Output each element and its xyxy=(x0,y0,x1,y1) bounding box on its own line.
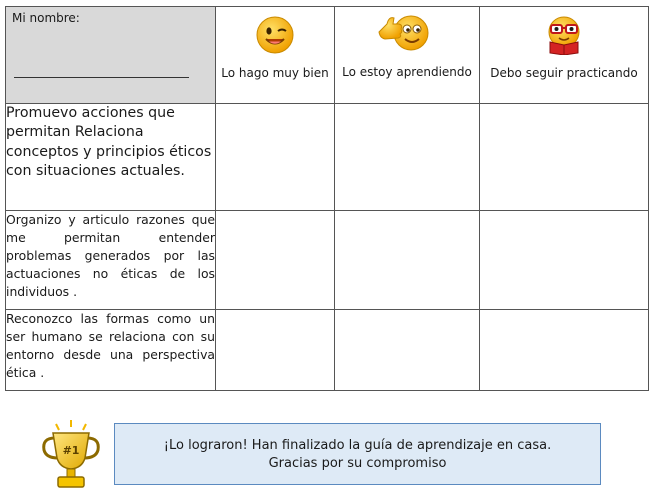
level-label-1: Lo hago muy bien xyxy=(221,66,329,80)
completion-line-1: ¡Lo lograron! Han finalizado la guía de aprendizaje en casa. xyxy=(163,438,552,453)
name-blank-line xyxy=(14,77,189,78)
rating-cell[interactable] xyxy=(216,211,335,310)
criterion-row xyxy=(6,211,649,310)
name-cell[interactable] xyxy=(6,7,216,104)
rating-cell[interactable] xyxy=(216,104,335,211)
winking-smiley-icon xyxy=(255,15,295,55)
reading-smiley-icon xyxy=(544,15,584,55)
level-column-2 xyxy=(335,7,480,104)
name-label: Mi nombre: xyxy=(12,11,80,25)
header-row xyxy=(6,7,649,104)
rating-cell[interactable] xyxy=(216,310,335,391)
level-label-2: Lo estoy aprendiendo xyxy=(342,65,472,79)
thumbs-up-smiley-icon xyxy=(377,12,437,52)
rating-cell[interactable] xyxy=(335,310,480,391)
rating-cell[interactable] xyxy=(480,310,649,391)
criterion-text: Organizo y articulo razones que me permitan entender problemas generados por las actuaciones no éticas de los individuos . xyxy=(6,211,216,310)
rating-cell[interactable] xyxy=(335,211,480,310)
criterion-text: Reconozco las formas como un ser humano se relaciona con su entorno desde una perspectiva ética . xyxy=(6,310,216,391)
self-assessment-table xyxy=(5,6,649,391)
trophy-number: #1 xyxy=(62,444,80,457)
trophy-icon xyxy=(38,418,104,492)
level-column-1 xyxy=(216,7,335,104)
criterion-text: Promuevo acciones que permitan Relaciona conceptos y principios éticos con situaciones actuales. xyxy=(6,104,216,211)
criterion-row xyxy=(6,104,649,211)
level-label-3: Debo seguir practicando xyxy=(490,66,638,80)
level-column-3 xyxy=(480,7,649,104)
completion-message xyxy=(114,423,601,485)
rating-cell[interactable] xyxy=(480,211,649,310)
rating-cell[interactable] xyxy=(480,104,649,211)
criterion-row xyxy=(6,310,649,391)
rating-cell[interactable] xyxy=(335,104,480,211)
completion-line-2: Gracias por su compromiso xyxy=(268,456,447,471)
